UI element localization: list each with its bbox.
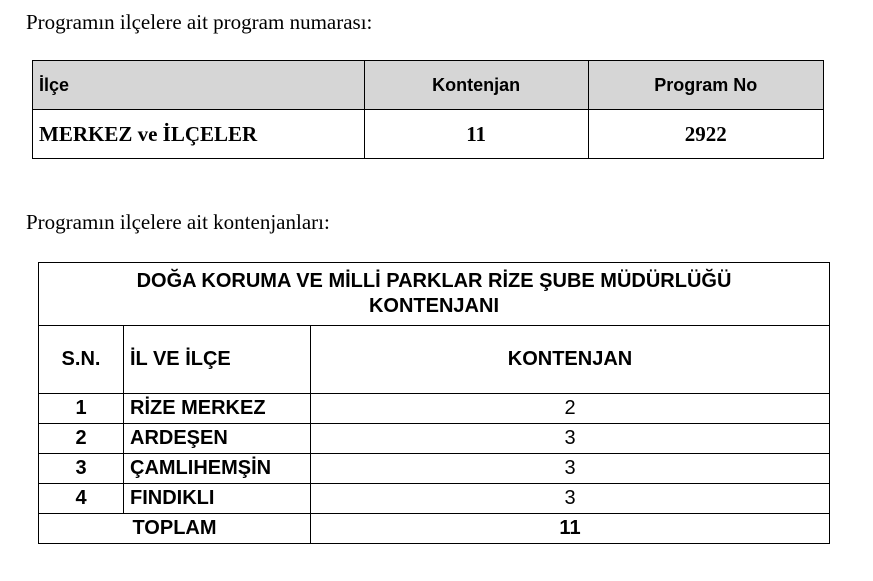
cell-sn: 3	[39, 454, 124, 484]
cell-kontenjan: 2	[311, 394, 830, 424]
cell-program-no: 2922	[588, 110, 824, 159]
table-row	[33, 110, 824, 159]
cell-kontenjan: 3	[311, 424, 830, 454]
quota-title-line2: KONTENJANI	[368, 295, 499, 317]
cell-il: ÇAMLIHEMŞİN	[124, 454, 311, 484]
quota-table	[38, 262, 830, 544]
quota-title-line1: DOĞA KORUMA VE MİLLİ PARKLAR RİZE ŞUBE MÜDÜRLÜĞÜ	[136, 270, 732, 292]
header-program-no: Program No	[588, 61, 824, 110]
table-row	[39, 394, 830, 424]
cell-sn: 4	[39, 484, 124, 514]
cell-kontenjan: 11	[364, 110, 588, 159]
header-kontenjan: KONTENJAN	[311, 326, 830, 394]
total-label: TOPLAM	[39, 514, 311, 544]
quota-table-title	[39, 263, 830, 326]
table-row	[39, 424, 830, 454]
program-number-table	[32, 60, 824, 159]
header-kontenjan: Kontenjan	[364, 61, 588, 110]
cell-il: RİZE MERKEZ	[124, 394, 311, 424]
header-sn: S.N.	[39, 326, 124, 394]
quota-header-row	[39, 326, 830, 394]
quota-intro: Programın ilçelere ait kontenjanları:	[26, 210, 330, 234]
header-ilce: İlçe	[33, 61, 365, 110]
table-header-row	[33, 61, 824, 110]
cell-kontenjan: 3	[311, 484, 830, 514]
cell-sn: 1	[39, 394, 124, 424]
cell-il: FINDIKLI	[124, 484, 311, 514]
cell-il: ARDEŞEN	[124, 424, 311, 454]
program-number-intro: Programın ilçelere ait program numarası:	[26, 10, 373, 34]
total-row	[39, 514, 830, 544]
cell-ilce: MERKEZ ve İLÇELER	[33, 110, 365, 159]
quota-title-row	[39, 263, 830, 326]
cell-kontenjan: 3	[311, 454, 830, 484]
table-row	[39, 484, 830, 514]
cell-sn: 2	[39, 424, 124, 454]
total-value: 11	[311, 514, 830, 544]
header-il-ilce: İL VE İLÇE	[124, 326, 311, 394]
table-row	[39, 454, 830, 484]
